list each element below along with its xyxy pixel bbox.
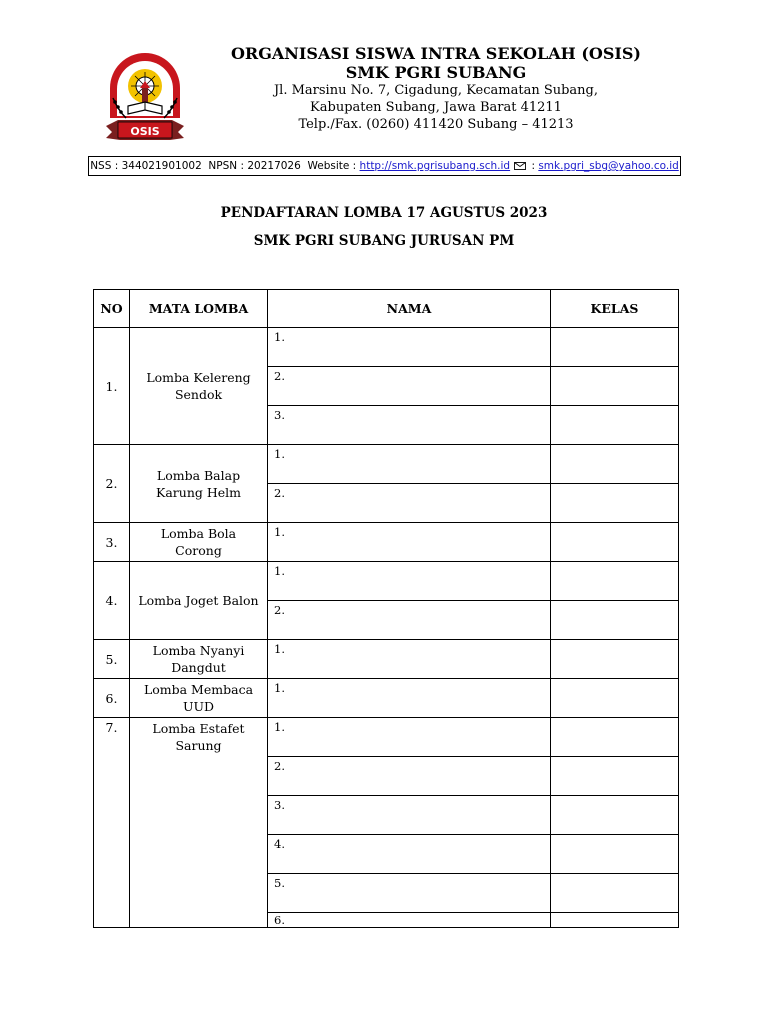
competition-name: Lomba Bola Corong [130,523,268,562]
class-entry-field[interactable] [551,328,679,367]
row-number: 2. [94,445,130,523]
phone-line: Telp./Fax. (0260) 411420 Subang – 41213 [298,117,574,132]
info-prefix: NSS : 344021901002 NPSN : 20217026 Website : [90,160,360,172]
class-entry-field[interactable] [551,913,679,928]
name-entry-field[interactable]: 5. [268,874,551,913]
info-bar [88,156,681,176]
competition-name: Lomba Balap Karung Helm [130,445,268,523]
table-row [94,328,679,367]
competition-name: Lomba Joget Balon [130,562,268,640]
name-entry-field[interactable]: 1. [268,328,551,367]
table-row [94,679,679,718]
class-entry-field[interactable] [551,874,679,913]
table-header-row [94,290,679,328]
name-entry-field[interactable]: 2. [268,367,551,406]
class-entry-field[interactable] [551,601,679,640]
table-row [94,640,679,679]
name-entry-field[interactable]: 1. [268,718,551,757]
row-number: 7. [94,718,130,928]
row-number: 6. [94,679,130,718]
table-row [94,523,679,562]
competition-name: Lomba Nyanyi Dangdut [130,640,268,679]
name-entry-field[interactable]: 1. [268,562,551,601]
class-entry-field[interactable] [551,367,679,406]
name-entry-field[interactable]: 6. [268,913,551,928]
name-entry-field[interactable]: 2. [268,484,551,523]
name-entry-field[interactable]: 1. [268,445,551,484]
header-no: NO [94,290,130,328]
website-link[interactable]: http://smk.pgrisubang.sch.id [359,160,511,172]
registration-table [93,289,679,928]
class-entry-field[interactable] [551,445,679,484]
row-number: 4. [94,562,130,640]
name-entry-field[interactable]: 2. [268,757,551,796]
competition-name: Lomba Estafet Sarung [130,718,268,928]
name-entry-field[interactable]: 1. [268,640,551,679]
table-row [94,718,679,757]
class-entry-field[interactable] [551,484,679,523]
name-entry-field[interactable]: 4. [268,835,551,874]
envelope-icon [514,162,526,170]
form-subtitle: SMK PGRI SUBANG JURUSAN PM [253,233,515,249]
class-entry-field[interactable] [551,757,679,796]
class-entry-field[interactable] [551,406,679,445]
name-entry-field[interactable]: 3. [268,796,551,835]
email-link[interactable]: smk.pgri_sbg@yahoo.co.id [538,160,679,172]
name-entry-field[interactable]: 2. [268,601,551,640]
email-separator: : [528,160,539,172]
address-line-1: Jl. Marsinu No. 7, Cigadung, Kecamatan Subang, [273,83,599,98]
name-entry-field[interactable]: 1. [268,679,551,718]
class-entry-field[interactable] [551,718,679,757]
organization-title: ORGANISASI SISWA INTRA SEKOLAH (OSIS) [230,44,641,63]
table-row [94,562,679,601]
name-entry-field[interactable]: 1. [268,523,551,562]
row-number: 5. [94,640,130,679]
class-entry-field[interactable] [551,679,679,718]
class-entry-field[interactable] [551,835,679,874]
form-title: PENDAFTARAN LOMBA 17 AGUSTUS 2023 [220,205,548,221]
header-kelas: KELAS [551,290,679,328]
header-nama: NAMA [268,290,551,328]
competition-name: Lomba Membaca UUD [130,679,268,718]
competition-name: Lomba Kelereng Sendok [130,328,268,445]
row-number: 1. [94,328,130,445]
header-mata-lomba: MATA LOMBA [130,290,268,328]
osis-logo [104,48,186,148]
class-entry-field[interactable] [551,523,679,562]
class-entry-field[interactable] [551,562,679,601]
name-entry-field[interactable]: 3. [268,406,551,445]
logo-osis-text: OSIS [130,125,160,138]
school-name: SMK PGRI SUBANG [345,63,527,82]
class-entry-field[interactable] [551,796,679,835]
class-entry-field[interactable] [551,640,679,679]
address-line-2: Kabupaten Subang, Jawa Barat 41211 [310,100,562,115]
table-row [94,445,679,484]
row-number: 3. [94,523,130,562]
